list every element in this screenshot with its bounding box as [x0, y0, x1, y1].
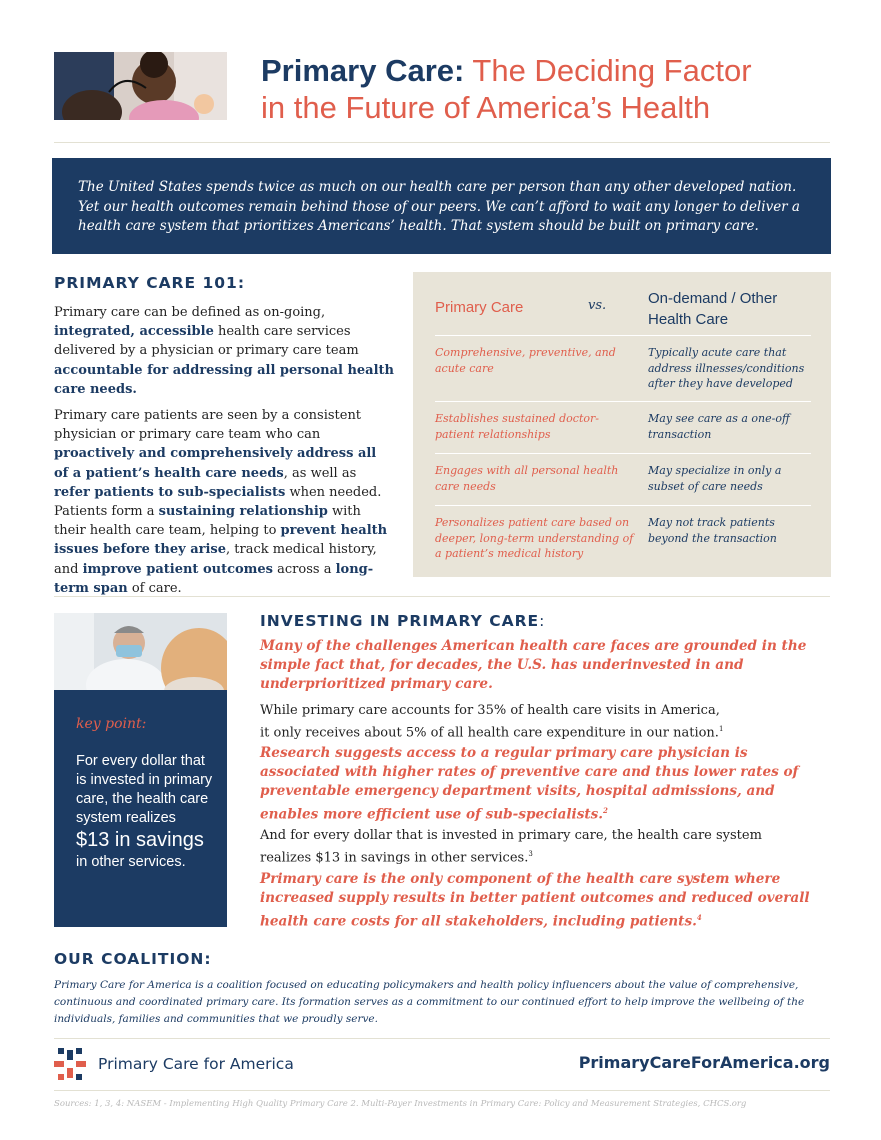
primary-care-cell: Comprehensive, preventive, and acute care [435, 346, 616, 375]
child-doctor-photo [54, 52, 227, 120]
key-point-tail: in other services. [76, 854, 186, 870]
primary-care-column-header: Primary Care [435, 299, 524, 316]
intro-banner [52, 158, 831, 254]
emphasis: long-term span [54, 561, 374, 596]
intro-text: The United States spends twice as much on our health care per person than any other developed nation. Yet our health outcomes remain behind those of our peers. We can’t afford to wait any longer to deliver a health care system that prioritizes Americans’ health. That system should be built on primary care. [78, 179, 800, 234]
investing-paragraph-3 [260, 744, 820, 825]
comparison-table [413, 272, 831, 577]
text-run: when needed. Patients form a [54, 484, 382, 520]
on-demand-cell: May not track patients beyond the transaction [648, 516, 777, 545]
divider [54, 596, 830, 597]
emphasis: prevent health issues before they arise [54, 523, 388, 558]
emphasis: accountable for addressing all personal health care needs. [54, 362, 394, 397]
emphasis: sustaining relationship [158, 504, 328, 520]
text-run: , track medical history, and [54, 542, 377, 577]
footnote-ref: 1 [718, 725, 724, 733]
heading-colon: : [539, 612, 546, 630]
versus-label: vs. [588, 298, 607, 313]
doctor-patient-photo [54, 613, 227, 690]
primary-care-cell: Establishes sustained doctor-patient relationships [435, 412, 599, 441]
emphasis: refer patients to sub-specialists [54, 484, 286, 500]
investing-paragraph-4 [260, 826, 780, 867]
text-run: Research suggests access to a regular primary care physician is associated with higher rates of preventive care and thus lower rates of preventable emergency department visits, hospital admissions, and enables more efficient use of sub-specialists. [260, 745, 799, 823]
key-point-card [54, 690, 227, 927]
text-run: Primary care is the only component of the health care system where increased supply results in better patient outcomes and reduced overall health care costs for all stakeholders, including patients. [260, 871, 810, 930]
text-run: across a [273, 561, 336, 577]
text-run: And for every dollar that is invested in primary care, the health care system realizes $13 in savings in other services. [260, 828, 762, 866]
table-row [435, 335, 811, 394]
footnote-ref: 2 [603, 806, 608, 815]
text-run: with their health care team, helping to [54, 504, 361, 539]
on-demand-cell: Typically acute care that address illnesses/conditions after they have developed [648, 346, 805, 391]
divider [54, 1090, 830, 1091]
key-point-savings: $13 in savings [76, 829, 204, 851]
title-rest: The Deciding Factor [472, 53, 752, 88]
title-bold: Primary Care: [261, 53, 465, 88]
pc101-heading: PRIMARY CARE 101: [54, 274, 246, 292]
primary-care-for-america-logo-icon [54, 1048, 86, 1080]
divider [54, 1038, 830, 1039]
text-run: While primary care accounts for 35% of health care visits in America, it only receives about 5% of all health care expenditure in our nation. [260, 703, 720, 741]
footnote-ref: 3 [528, 850, 533, 858]
investing-paragraph-1: Many of the challenges American health care faces are grounded in the simple fact that, for decades, the U.S. has underinvested in and underprioritized primary care. [260, 638, 807, 692]
table-row [435, 453, 811, 499]
emphasis: integrated, accessible [54, 324, 214, 340]
on-demand-column-header: On-demand / Other Health Care [648, 290, 778, 328]
website-link[interactable]: PrimaryCareForAmerica.org [578, 1053, 830, 1072]
investing-heading [260, 612, 545, 630]
sources-note: Sources: 1, 3, 4: NASEM - Implementing High Quality Primary Care 2. Multi-Payer Investments in Primary Care: Policy and Measurement Strategies, CHCS.org [54, 1099, 747, 1109]
primary-care-cell: Engages with all personal health care needs [435, 464, 619, 493]
text-run: Primary care patients are seen by a consistent physician or primary care team who can [54, 408, 362, 443]
coalition-heading: OUR COALITION: [54, 950, 212, 968]
org-name: Primary Care for America [98, 1055, 294, 1073]
pc101-paragraph-1 [54, 303, 394, 399]
divider [54, 142, 830, 143]
investing-paragraph-2 [260, 701, 730, 742]
pc101-paragraph-2 [54, 406, 394, 598]
key-point-text [76, 752, 216, 872]
emphasis: improve patient outcomes [82, 561, 274, 577]
text-run: health care services delivered by a physician or primary care team [54, 324, 359, 359]
text-run: Primary care can be defined as on-going, [54, 305, 326, 320]
investing-heading-text: INVESTING IN PRIMARY CARE [260, 612, 540, 630]
text-run: , as well as [283, 465, 357, 481]
title-line-2: in the Future of America’s Health [261, 90, 711, 125]
investing-paragraph-5 [260, 870, 820, 932]
key-point-lead: For every dollar that is invested in primary care, the health care system realizes [76, 753, 213, 826]
table-row [435, 401, 811, 447]
on-demand-cell: May see care as a one-off transaction [648, 412, 790, 441]
coalition-text: Primary Care for America is a coalition focused on educating policymakers and health policy influencers about the value of comprehensive, continuous and coordinated primary care. Its formation serves as a commitment to our continued effort to help improve the wellbeing of the individuals, families and communities that we proudly serve. [54, 979, 805, 1025]
primary-care-cell: Personalizes patient care based on deeper, long-term understanding of a patient’s medical history [435, 516, 634, 561]
text-run: of care. [127, 580, 182, 596]
key-point-label: key point: [76, 716, 147, 732]
emphasis: proactively and comprehensively address all of a patient’s health care needs [54, 446, 377, 481]
footnote-ref: 4 [696, 913, 702, 922]
page-title [261, 52, 841, 126]
table-row [435, 505, 811, 566]
on-demand-cell: May specialize in only a subset of care needs [648, 464, 782, 493]
